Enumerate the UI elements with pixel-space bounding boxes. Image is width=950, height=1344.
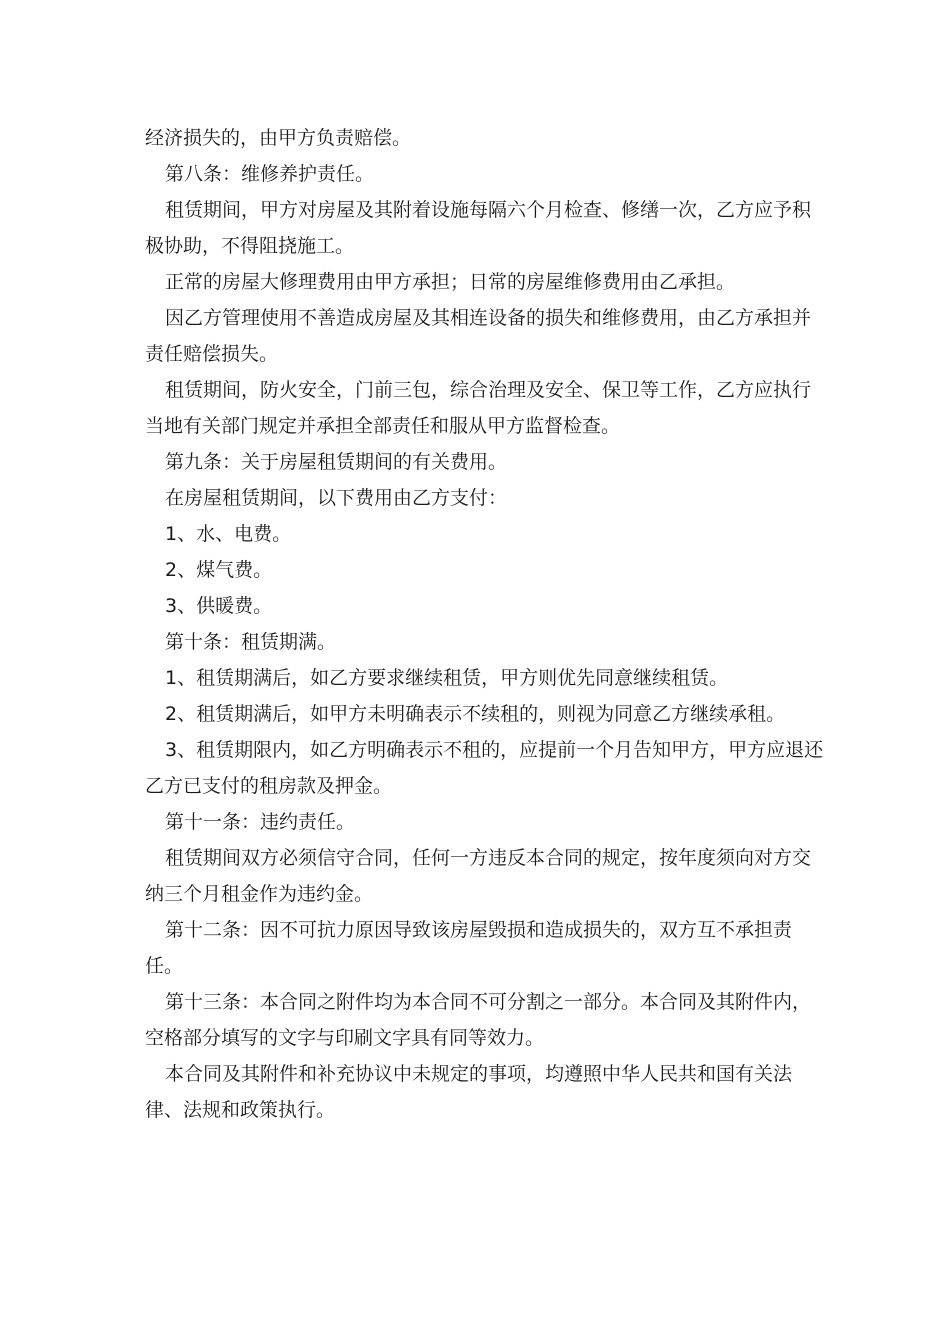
document-body: [145, 120, 825, 1128]
paragraph: 租赁期间，防火安全，门前三包，综合治理及安全、保卫等工作，乙方应执行当地有关部门规定并承担全部责任和服从甲方监督检查。: [145, 379, 812, 437]
paragraph: 第十条：租赁期满。: [165, 631, 337, 653]
list-item: 3、租赁期限内，如乙方明确表示不租的，应提前一个月告知甲方，甲方应退还乙方已支付的租房款及押金。: [145, 739, 824, 797]
paragraph: 经济损失的，由甲方负责赔偿。: [145, 127, 412, 149]
list-item: 3、供暖费。: [165, 595, 273, 617]
paragraph: 正常的房屋大修理费用由甲方承担；日常的房屋维修费用由乙承担。: [165, 271, 736, 293]
paragraph: 第八条：维修养护责任。: [165, 163, 375, 185]
paragraph: 因乙方管理使用不善造成房屋及其相连设备的损失和维修费用，由乙方承担并责任赔偿损失。: [145, 307, 812, 365]
list-item: 1、租赁期满后，如乙方要求继续租赁，甲方则优先同意继续租赁。: [165, 667, 729, 689]
list-item: 2、煤气费。: [165, 559, 273, 581]
list-item: 2、租赁期满后，如甲方未明确表示不续租的，则视为同意乙方继续承租。: [165, 703, 786, 725]
list-item: 1、水、电费。: [165, 523, 292, 545]
paragraph: 第十二条：因不可抗力原因导致该房屋毁损和造成损失的，双方互不承担责任。: [145, 919, 793, 977]
paragraph: 第九条：关于房屋租赁期间的有关费用。: [165, 451, 508, 473]
paragraph: 第十三条：本合同之附件均为本合同不可分割之一部分。本合同及其附件内，空格部分填写的文字与印刷文字具有同等效力。: [145, 991, 812, 1049]
paragraph: 租赁期间双方必须信守合同，任何一方违反本合同的规定，按年度须向对方交纳三个月租金作为违约金。: [145, 847, 812, 905]
paragraph: 租赁期间，甲方对房屋及其附着设施每隔六个月检查、修缮一次，乙方应予积极协助，不得阻挠施工。: [145, 199, 812, 257]
paragraph: 本合同及其附件和补充协议中未规定的事项，均遵照中华人民共和国有关法律、法规和政策执行。: [145, 1063, 793, 1121]
paragraph: 第十一条：违约责任。: [165, 811, 356, 833]
paragraph: 在房屋租赁期间，以下费用由乙方支付：: [165, 487, 508, 509]
